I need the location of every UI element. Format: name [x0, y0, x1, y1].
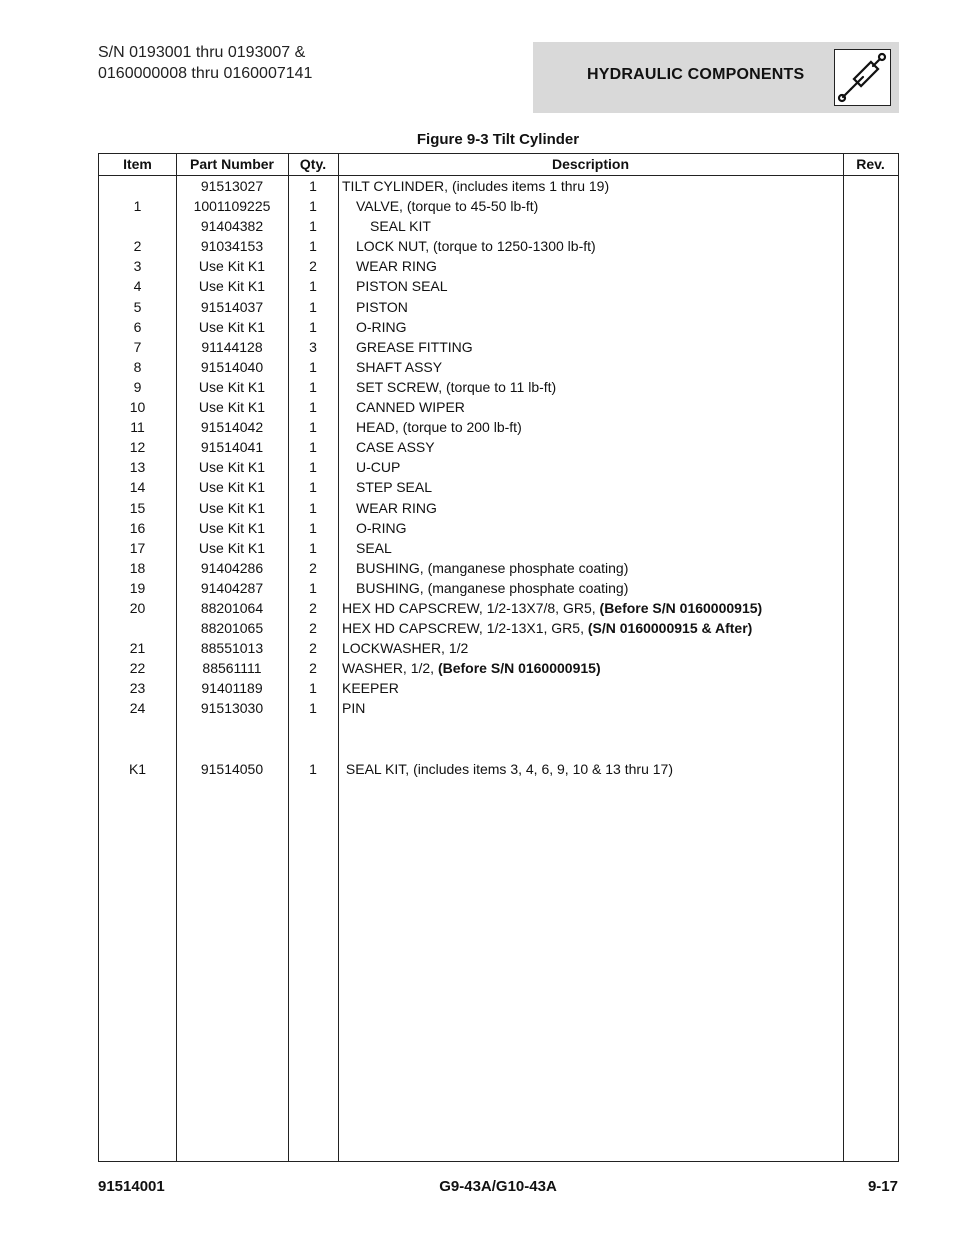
part-number-cell: Use Kit K1: [198, 399, 266, 416]
part-number-cell: 91513027: [200, 178, 264, 194]
qty-cell: 1: [309, 178, 317, 194]
parts-table: [98, 153, 899, 1162]
serial-line-2: 0160000008 thru 0160007141: [98, 65, 313, 82]
description-cell: [342, 598, 762, 618]
description-cell: [356, 357, 442, 377]
qty-cell: 2: [309, 599, 317, 616]
table-row: [99, 276, 898, 296]
part-number-cell: Use Kit K1: [198, 479, 266, 496]
item-cell: 7: [133, 338, 142, 355]
table-row: [99, 498, 898, 518]
item-cell: 8: [133, 358, 142, 375]
description-cell: [356, 276, 448, 296]
description-cell: [356, 538, 392, 558]
description-cell: [356, 297, 408, 317]
table-row: [99, 236, 898, 256]
item-cell: 1: [133, 198, 142, 215]
qty-cell: 1: [309, 399, 317, 416]
qty-cell: 3: [309, 338, 317, 355]
part-number-cell: Use Kit K1: [198, 519, 266, 536]
description-text: WEAR RING: [356, 258, 437, 275]
column-header-part-number: Part Number: [189, 156, 275, 172]
description-text: PIN: [342, 700, 366, 717]
column-header-item: Item: [123, 156, 152, 172]
part-number-cell: 91404287: [200, 579, 264, 596]
qty-cell: 2: [309, 559, 317, 576]
item-cell: 17: [129, 539, 146, 556]
table-row: [99, 678, 898, 698]
description-cell: [356, 457, 400, 477]
description-text: SEAL: [356, 539, 392, 556]
table-row: [99, 417, 898, 437]
table-row: [99, 437, 898, 457]
item-cell: 10: [129, 399, 146, 416]
description-cell: [356, 558, 628, 578]
description-text: HEX HD CAPSCREW, 1/2-13X7/8, GR5,: [342, 599, 600, 616]
table-row: [99, 457, 898, 477]
figure-title: Figure 9-3 Tilt Cylinder: [416, 131, 580, 148]
description-text: LOCKWASHER, 1/2: [342, 640, 469, 657]
description-cell: [370, 216, 431, 236]
item-cell: 13: [129, 459, 146, 476]
qty-cell: 1: [309, 278, 317, 295]
item-cell: 12: [129, 439, 146, 456]
column-header-qty: Qty.: [299, 156, 327, 172]
description-text: VALVE, (torque to 45-50 lb-ft): [356, 198, 539, 215]
part-number-cell: 88201065: [200, 620, 264, 637]
description-text: STEP SEAL: [356, 479, 433, 496]
item-cell: 2: [133, 238, 142, 255]
description-text: SEAL KIT, (includes items 3, 4, 6, 9, 10 & 13 thru 17): [342, 760, 673, 777]
table-row: [99, 337, 898, 357]
part-number-cell: Use Kit K1: [198, 378, 266, 395]
item-cell: 3: [133, 258, 142, 275]
qty-cell: 1: [309, 680, 317, 697]
qty-cell: 1: [309, 358, 317, 375]
description-text: O-RING: [356, 519, 407, 536]
description-cell: [356, 417, 522, 437]
part-number-cell: Use Kit K1: [198, 258, 266, 275]
part-number-cell: 91404382: [200, 218, 264, 235]
description-cell: [342, 618, 752, 638]
item-cell: 5: [133, 298, 142, 315]
table-row: [99, 558, 898, 578]
qty-cell: 1: [309, 238, 317, 255]
qty-cell: 1: [309, 459, 317, 476]
part-number-cell: 91514037: [200, 298, 264, 315]
description-cell: [342, 678, 399, 698]
qty-cell: 1: [309, 298, 317, 315]
qty-cell: 1: [309, 539, 317, 556]
description-text: SEAL KIT: [370, 218, 431, 235]
description-cell: [356, 196, 538, 216]
table-row: [99, 578, 898, 598]
qty-cell: 1: [309, 579, 317, 596]
part-number-cell: 91514050: [200, 760, 264, 777]
table-row: [99, 176, 898, 196]
qty-cell: 1: [309, 760, 317, 777]
table-row: [99, 357, 898, 377]
qty-cell: 1: [309, 318, 317, 335]
description-cell: [356, 498, 437, 518]
part-number-cell: 91514042: [200, 419, 264, 436]
table-row: [99, 658, 898, 678]
qty-cell: 1: [309, 479, 317, 496]
qty-cell: 1: [309, 499, 317, 516]
description-text: BUSHING, (manganese phosphate coating): [356, 559, 629, 576]
table-row: [99, 719, 898, 739]
part-number-cell: 88551013: [200, 640, 264, 657]
qty-cell: 1: [309, 439, 317, 456]
qty-cell: 1: [309, 218, 317, 235]
description-text: CANNED WIPER: [356, 399, 465, 416]
qty-cell: 1: [309, 700, 317, 717]
table-row: [99, 317, 898, 337]
description-cell: [342, 658, 601, 678]
part-number-cell: Use Kit K1: [198, 318, 266, 335]
item-cell: 18: [129, 559, 146, 576]
serial-line-1: S/N 0193001 thru 0193007 &: [98, 44, 306, 61]
description-text: WEAR RING: [356, 499, 437, 516]
qty-cell: 2: [309, 660, 317, 677]
description-serial-note: (S/N 0160000915 & After): [587, 620, 753, 637]
footer-page-number: 9-17: [867, 1178, 898, 1195]
item-cell: 9: [133, 378, 142, 395]
part-number-cell: Use Kit K1: [198, 539, 266, 556]
table-row: [99, 297, 898, 317]
description-text: LOCK NUT, (torque to 1250-1300 lb-ft): [356, 238, 596, 255]
description-serial-note: (Before S/N 0160000915): [437, 660, 601, 677]
part-number-cell: 88201064: [200, 599, 264, 616]
qty-cell: 1: [309, 419, 317, 436]
table-row: [99, 216, 898, 236]
description-text: O-RING: [356, 318, 407, 335]
item-cell: 20: [129, 599, 146, 616]
column-header-description: Description: [551, 156, 629, 172]
description-text: TILT CYLINDER, (includes items 1 thru 19): [342, 178, 610, 194]
description-cell: [356, 518, 407, 538]
description-cell: [356, 397, 465, 417]
part-number-cell: 91514041: [200, 439, 264, 456]
qty-cell: 2: [309, 620, 317, 637]
table-row: [99, 518, 898, 538]
hydraulic-cylinder-icon: [834, 49, 891, 106]
description-cell: [356, 256, 437, 276]
table-row: [99, 618, 898, 638]
qty-cell: 2: [309, 640, 317, 657]
description-text: CASE ASSY: [356, 439, 435, 456]
section-title: HYDRAULIC COMPONENTS: [587, 66, 805, 83]
table-row: [99, 598, 898, 618]
description-text: SET SCREW, (torque to 11 lb-ft): [356, 378, 557, 395]
section-header: [533, 42, 899, 113]
description-text: KEEPER: [342, 680, 399, 697]
description-text: U-CUP: [356, 459, 401, 476]
description-cell: [356, 236, 596, 256]
part-number-cell: 1001109225: [193, 198, 271, 215]
item-cell: 11: [130, 419, 145, 436]
table-row: [99, 638, 898, 658]
table-row: [99, 256, 898, 276]
description-cell: [356, 578, 628, 598]
description-text: HEAD, (torque to 200 lb-ft): [356, 419, 522, 436]
description-cell: [342, 176, 609, 196]
description-cell: [342, 638, 468, 658]
qty-cell: 1: [309, 198, 317, 215]
part-number-cell: Use Kit K1: [198, 499, 266, 516]
table-row: [99, 698, 898, 718]
item-cell: 4: [133, 278, 142, 295]
description-serial-note: (Before S/N 0160000915): [599, 599, 763, 616]
qty-cell: 1: [309, 378, 317, 395]
item-cell: 22: [129, 660, 146, 677]
item-cell: 19: [129, 579, 146, 596]
table-row: [99, 739, 898, 759]
table-row: [99, 538, 898, 558]
description-cell: [356, 377, 556, 397]
table-row: [99, 196, 898, 216]
description-cell: [356, 317, 407, 337]
item-cell: 15: [129, 499, 146, 516]
item-cell: 6: [133, 318, 142, 335]
part-number-cell: 91144128: [201, 338, 263, 355]
qty-cell: 2: [309, 258, 317, 275]
footer-part-number: 91514001: [98, 1178, 165, 1195]
part-number-cell: 88561111: [202, 660, 262, 677]
column-header-rev: Rev.: [856, 156, 885, 172]
qty-cell: 1: [309, 519, 317, 536]
item-cell: 16: [129, 519, 146, 536]
description-cell: [356, 437, 435, 457]
description-text: PISTON SEAL: [356, 278, 448, 295]
item-cell: 14: [129, 479, 146, 496]
table-body: [99, 176, 898, 779]
description-text: SHAFT ASSY: [356, 358, 443, 375]
table-row: [99, 759, 898, 779]
serial-range: [98, 42, 312, 84]
table-row: [99, 397, 898, 417]
part-number-cell: Use Kit K1: [198, 459, 266, 476]
description-cell: [356, 337, 473, 357]
table-row: [99, 477, 898, 497]
description-text: PISTON: [356, 298, 408, 315]
footer-model: G9-43A/G10-43A: [439, 1178, 557, 1195]
part-number-cell: 91513030: [200, 700, 264, 717]
description-text: GREASE FITTING: [356, 338, 473, 355]
description-text: WASHER, 1/2,: [342, 660, 438, 677]
description-cell: [342, 759, 673, 779]
description-cell: [342, 698, 365, 718]
description-cell: [356, 477, 432, 497]
table-row: [99, 377, 898, 397]
item-cell: 21: [129, 640, 146, 657]
item-cell: K1: [128, 760, 147, 777]
description-text: HEX HD CAPSCREW, 1/2-13X1, GR5,: [342, 620, 588, 637]
part-number-cell: 91404286: [200, 559, 264, 576]
part-number-cell: 91514040: [200, 358, 264, 375]
part-number-cell: 91401189: [201, 680, 263, 697]
item-cell: 24: [129, 700, 146, 717]
item-cell: 23: [129, 680, 146, 697]
description-text: BUSHING, (manganese phosphate coating): [356, 579, 629, 596]
part-number-cell: 91034153: [200, 238, 264, 255]
part-number-cell: Use Kit K1: [198, 278, 266, 295]
